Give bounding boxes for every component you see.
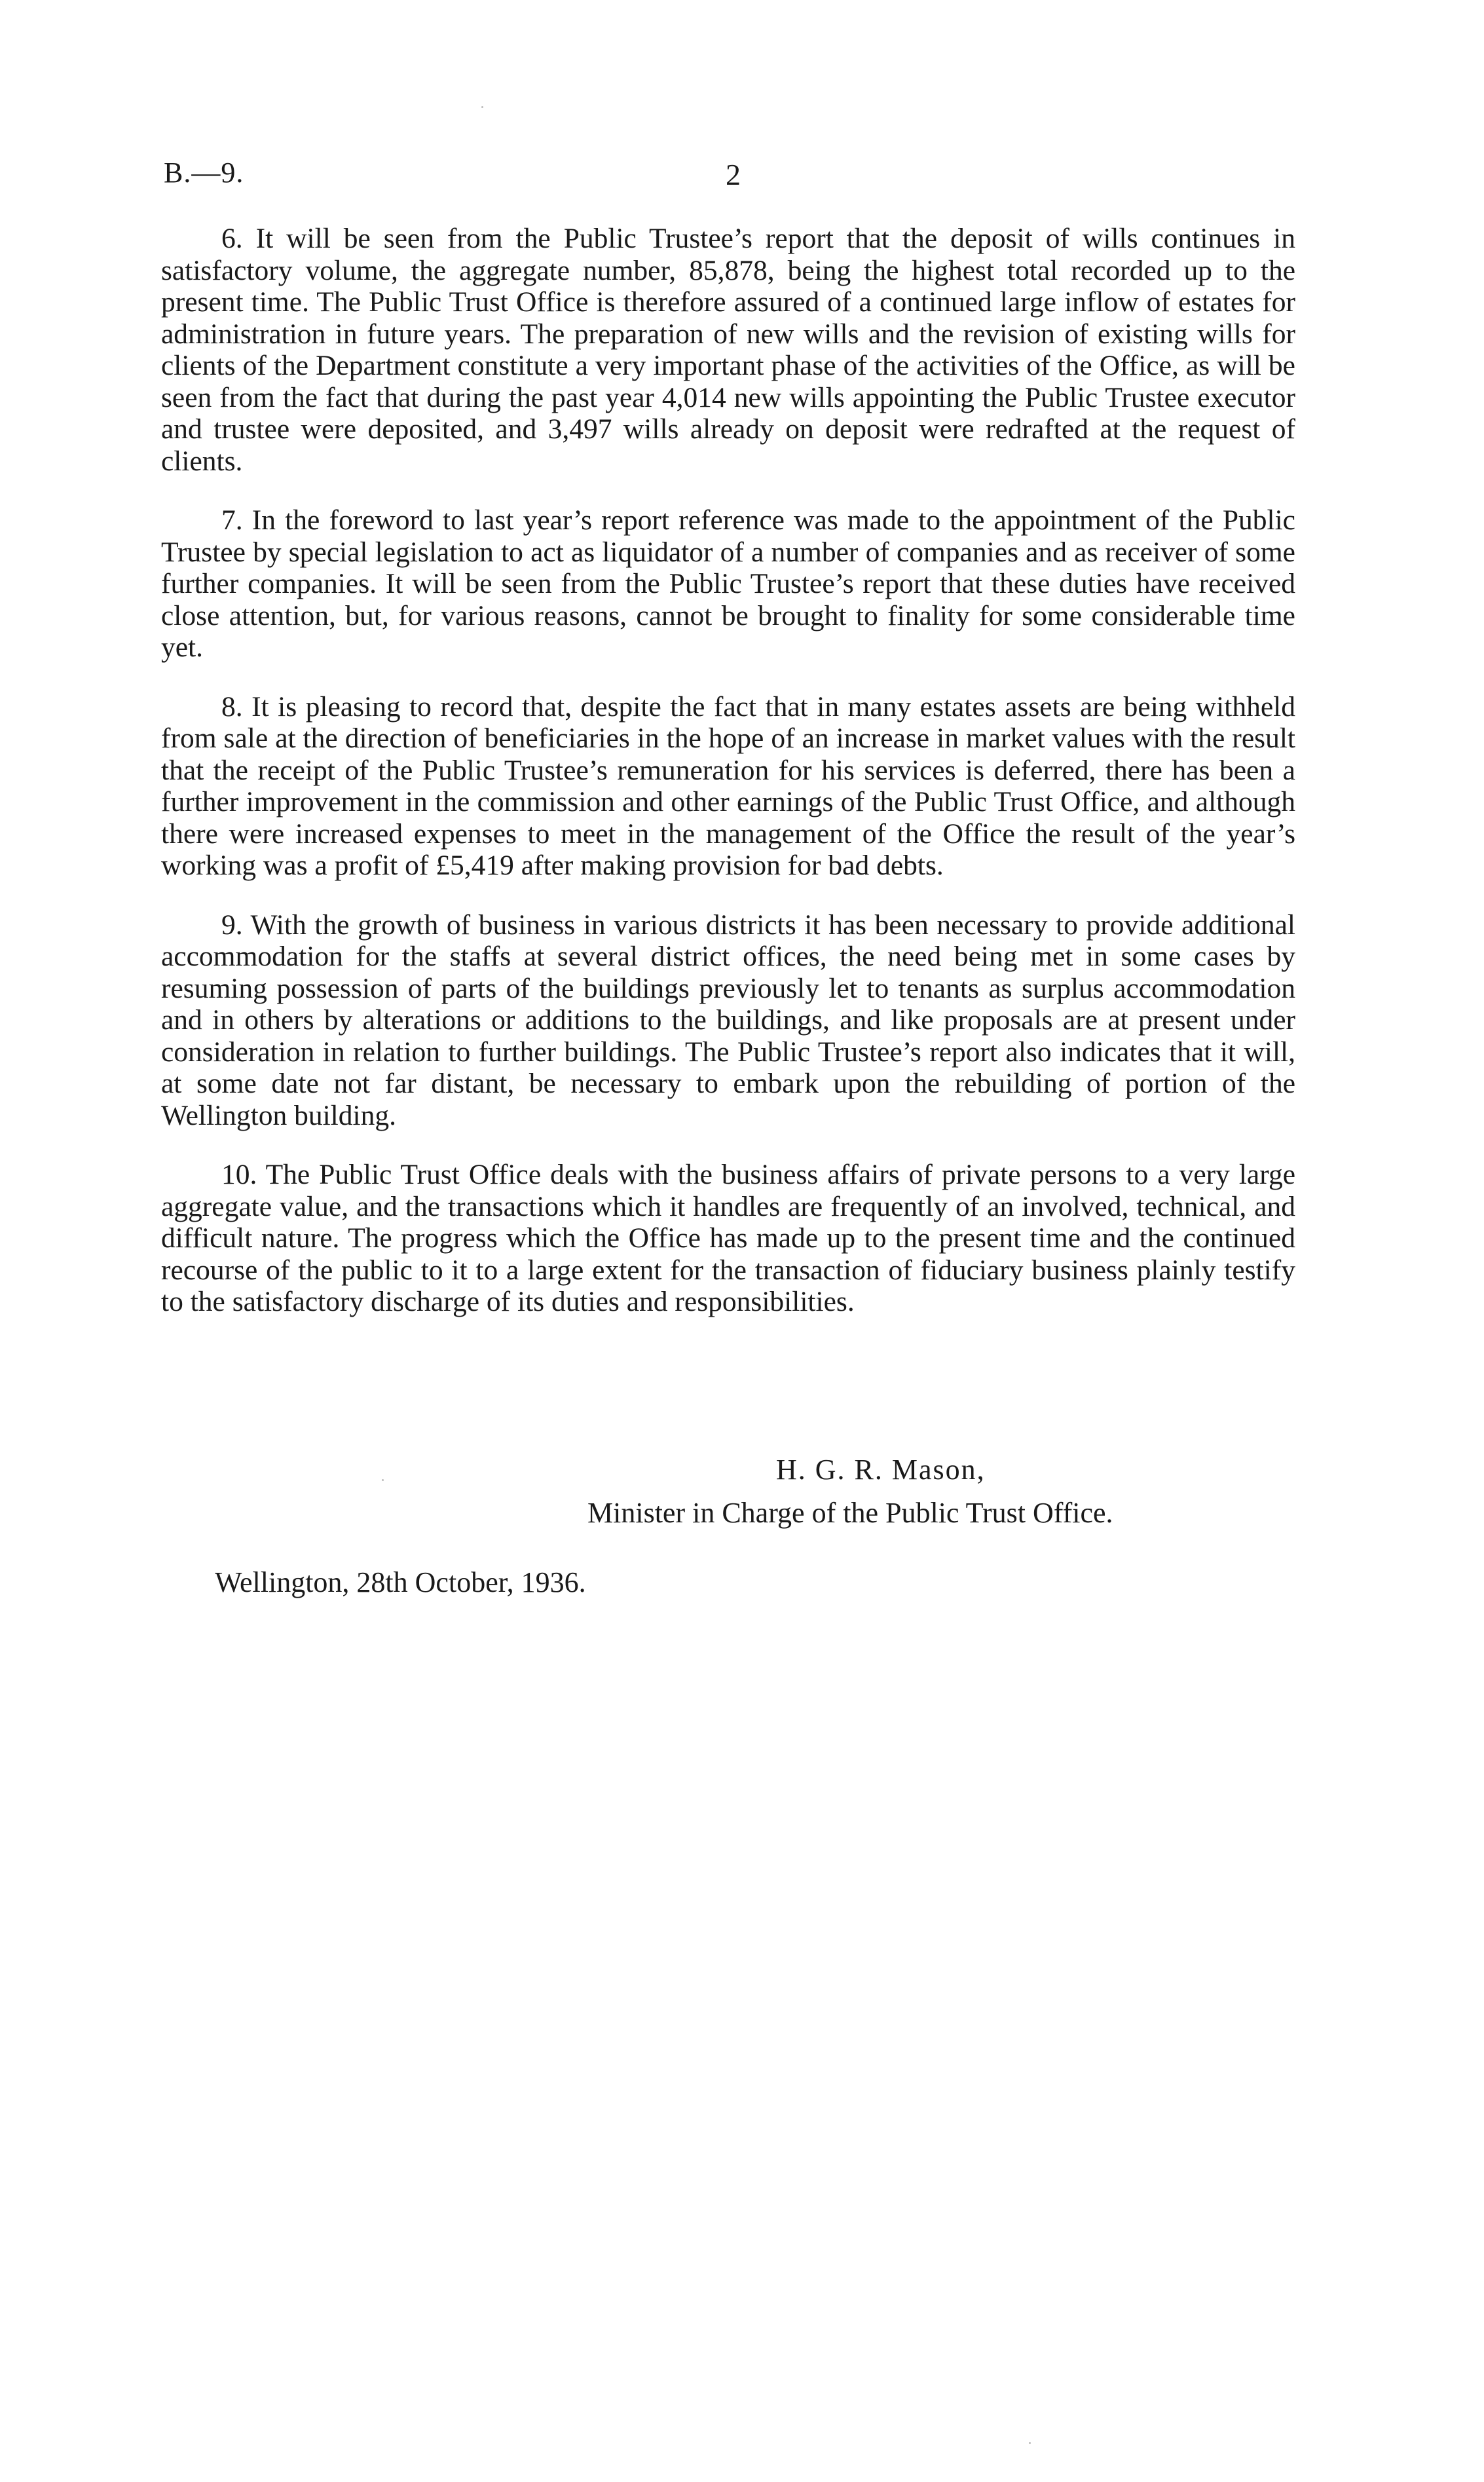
paragraph-6: 6. It will be seen from the Public Trustee’s report that the deposit of wills continues in satisfactory volume, the aggregate number, 85,878, being the highest total recorded up to the present time. The Public Trust Office is therefore assured of a continued large inflow of estates for administration in future years. The preparation of new wills and the revision of existing wills for clients of the Department constitute a very important phase of the activities of the Office, as will be seen from the fact that during the past year 4,014 new wills appointing the Public Trustee executor and trustee were deposited, and 3,497 wills already on deposit were redrafted at the request of clients.	[161, 223, 1295, 477]
document-reference: B.—9.	[164, 157, 244, 189]
scan-speck	[481, 106, 483, 108]
document-body	[161, 223, 1295, 1345]
scan-speck	[382, 1479, 384, 1481]
paragraph-8: 8. It is pleasing to record that, despite the fact that in many estates assets are being withheld from sale at the direction of beneficiaries in the hope of an increase in market values with the result that the receipt of the Public Trustee’s remuneration for his services is deferred, there has been a further improvement in the commission and other earnings of the Public Trust Office, and although there were increased expenses to meet in the management of the Office the result of the year’s working was a profit of £5,419 after making provision for bad debts.	[161, 690, 1295, 881]
date-line: Wellington, 28th October, 1936.	[215, 1566, 586, 1598]
signatory-name: H. G. R. Mason,	[776, 1454, 986, 1486]
signatory-title: Minister in Charge of the Public Trust Office.	[587, 1497, 1113, 1529]
paragraph-10: 10. The Public Trust Office deals with the business affairs of private persons to a very large aggregate value, and the transactions which it handles are frequently of an involved, technical, and difficult nature. The progress which the Office has made up to the present time and the continued recourse of the public to it to a large extent for the transaction of fiduciary business plainly testify to the satisfactory discharge of its duties and responsibilities.	[161, 1159, 1295, 1317]
paragraph-7: 7. In the foreword to last year’s report reference was made to the appointment of the Public Trustee by special legislation to act as liquidator of a number of companies and as receiver of some further companies. It will be seen from the Public Trustee’s report that these duties have received close attention, but, for various reasons, cannot be brought to finality for some considerable time yet.	[161, 504, 1295, 663]
paragraph-9: 9. With the growth of business in various districts it has been necessary to provide additional accommodation for the staffs at several district offices, the need being met in some cases by resuming possession of parts of the buildings previously let to tenants as surplus accommodation and in others by alterations or additions to the buildings, and like proposals are at present under consideration in relation to further buildings. The Public Trustee’s report also indicates that it will, at some date not far distant, be necessary to embark upon the rebuilding of portion of the Wellington building.	[161, 909, 1295, 1131]
scan-speck	[1029, 2442, 1031, 2444]
page-number: 2	[726, 158, 741, 191]
